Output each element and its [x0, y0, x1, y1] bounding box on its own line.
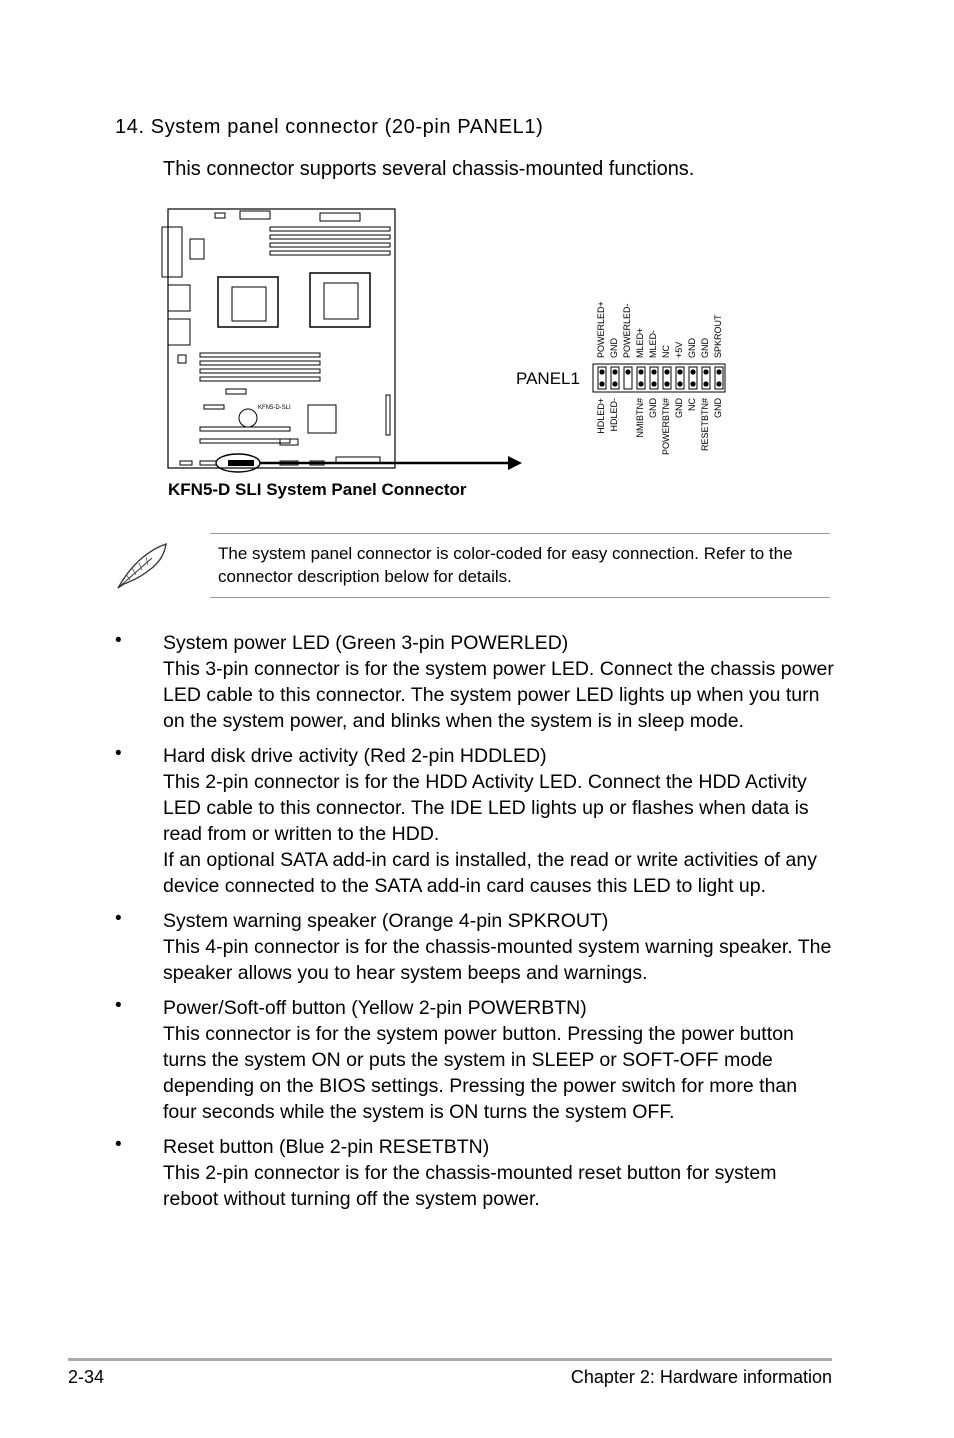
section-title: 14. System panel connector (20-pin PANEL1)	[115, 116, 544, 138]
pin	[612, 381, 617, 386]
pin	[664, 369, 669, 374]
pin	[703, 381, 708, 386]
item-heading: Power/Soft-off button (Yellow 2-pin POWERBTN)	[163, 997, 587, 1019]
item-heading: System power LED (Green 3-pin POWERLED)	[163, 632, 569, 654]
note-text: The system panel connector is color-coded for easy connection. Refer to the connector description below for details.	[218, 544, 793, 586]
bottom-pin-label: GND	[648, 398, 658, 418]
pin	[664, 381, 669, 386]
pin	[599, 369, 604, 374]
bottom-pin-label: RESETBTN#	[700, 398, 710, 452]
pin	[638, 369, 643, 374]
bottom-pin-label: HDLED+	[596, 398, 606, 434]
panel1-label: PANEL1	[516, 369, 580, 388]
header-outline	[593, 364, 725, 392]
item-body: This 2-pin connector is for the HDD Activity LED. Connect the HDD Activity LED cable to this connector. The IDE LED lights up or flashes when data is read from or written to the HDD.	[163, 771, 809, 845]
bottom-pin-label: NC	[687, 398, 697, 411]
note-bottom-rule	[210, 597, 830, 598]
quill-note-icon	[112, 540, 172, 592]
top-pin-label: +5V	[674, 341, 684, 358]
top-pin-label: MLED+	[635, 327, 645, 358]
board-label: KFN5-D-SLI	[258, 405, 291, 411]
pin	[690, 381, 695, 386]
pin	[716, 381, 721, 386]
pin	[638, 381, 643, 386]
top-pin-label: SPKROUT	[713, 314, 723, 358]
pin	[651, 381, 656, 386]
top-pin-label: POWERLED+	[596, 301, 606, 358]
item-body: This 4-pin connector is for the chassis-mounted system warning speaker. The speaker allows you to hear system beeps and warnings.	[163, 936, 832, 984]
pin	[677, 381, 682, 386]
item-body-extra: If an optional SATA add-in card is installed, the read or write activities of any device connected to the SATA add-in card causes this LED to light up.	[163, 849, 817, 897]
list-item: • Reset button (Blue 2-pin RESETBTN) This 2-pin connector is for the chassis-mounted reset button for system reboot without turning off the system power.	[115, 1134, 835, 1212]
bottom-pin-label: POWERBTN#	[661, 398, 671, 456]
figure-caption: KFN5-D SLI System Panel Connector	[168, 480, 467, 499]
list-item: • System power LED (Green 3-pin POWERLED) This 3-pin connector is for the system power LED. Connect the chassis power LED cable to this connector. The system power LED lights up when you turn on the system power, and blinks when the system is in sleep mode.	[115, 630, 834, 732]
panel-header	[592, 360, 732, 396]
item-heading: Hard disk drive activity (Red 2-pin HDDLED)	[163, 745, 547, 767]
chapter-title: Chapter 2: Hardware information	[570, 1367, 832, 1387]
pin	[651, 369, 656, 374]
pin	[716, 369, 721, 374]
item-body: This connector is for the system power button. Pressing the power button turns the system ON or puts the system in SLEEP or SOFT-OFF mode depending on the BIOS settings. Pressing the power switch for more than four seconds while the system is ON turns the system OFF.	[163, 1023, 798, 1123]
item-body: This 2-pin connector is for the chassis-mounted reset button for system reboot without turning off the system power.	[163, 1162, 777, 1210]
top-pin-label: MLED-	[648, 329, 658, 358]
note-top-rule	[210, 533, 830, 534]
connector-descriptions	[115, 630, 835, 1221]
top-pin-label: GND	[609, 338, 619, 358]
pin	[625, 369, 630, 374]
pin	[599, 381, 604, 386]
top-pin-label: GND	[687, 338, 697, 358]
pin	[677, 369, 682, 374]
intro-text: This connector supports several chassis-mounted functions.	[163, 158, 695, 180]
pin	[690, 369, 695, 374]
list-item: • Hard disk drive activity (Red 2-pin HDDLED) This 2-pin connector is for the HDD Activity LED. Connect the HDD Activity LED cable to this connector. The IDE LED lights up or flashes when data is read from or written to the HDD. If an optional SATA add-in card is installed, the read or write activities of any device connected to the SATA add-in card causes this LED to light up.	[115, 743, 835, 899]
bottom-pin-label: GND	[674, 398, 684, 418]
item-heading: Reset button (Blue 2-pin RESETBTN)	[163, 1136, 490, 1158]
bottom-pin-label: GND	[713, 398, 723, 418]
list-item: • System warning speaker (Orange 4-pin SPKROUT) This 4-pin connector is for the chassis-mounted system warning speaker. The speaker allows you to hear system beeps and warnings.	[115, 908, 835, 986]
motherboard-diagram	[160, 205, 530, 475]
top-pin-label: GND	[700, 338, 710, 358]
bottom-pin-label: HDLED-	[609, 398, 619, 432]
pin	[612, 369, 617, 374]
item-heading: System warning speaker (Orange 4-pin SPKROUT)	[163, 910, 609, 932]
page-number: 2-34	[68, 1367, 105, 1387]
bottom-pin-label: NMIBTN#	[635, 398, 645, 438]
list-item: • Power/Soft-off button (Yellow 2-pin POWERBTN) This connector is for the system power button. Pressing the power button turns the system ON or puts the system in SLEEP or SOFT-OFF mode depending on the BIOS settings. Pressing the power switch for more than four seconds while the system is ON turns the system OFF.	[115, 995, 835, 1125]
item-body: This 3-pin connector is for the system power LED. Connect the chassis power LED cable to this connector. The system power LED lights up when you turn on the system power, and blinks when the system is in sleep mode.	[163, 658, 834, 732]
top-pin-label: NC	[661, 345, 671, 358]
pin	[703, 369, 708, 374]
footer-rule	[68, 1358, 832, 1361]
top-pin-label: POWERLED-	[622, 303, 632, 358]
